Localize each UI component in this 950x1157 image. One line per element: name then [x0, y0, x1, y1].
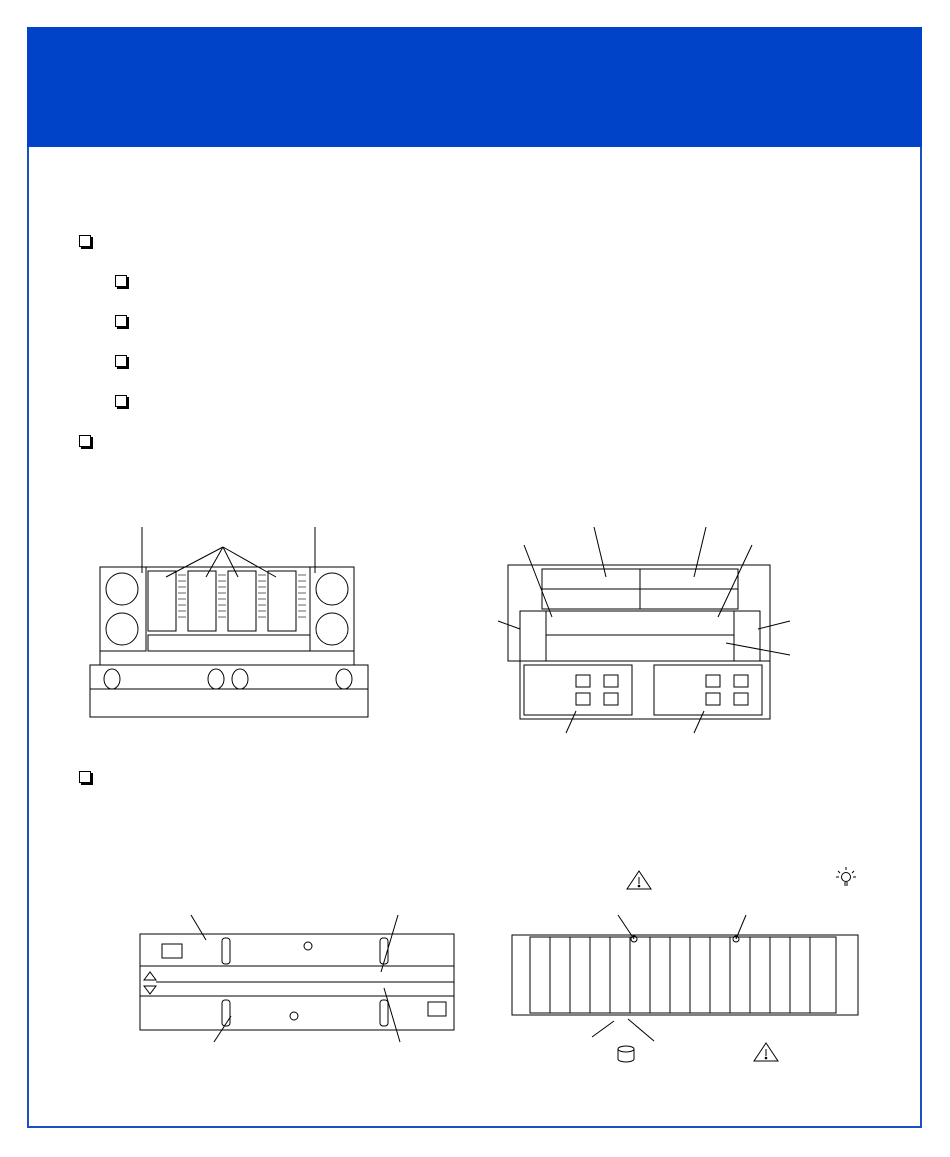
figure-fan-tray — [78, 525, 380, 725]
checkbox-subitem-1[interactable] — [115, 275, 127, 287]
checkbox-subitem-3[interactable] — [115, 355, 127, 367]
checkbox-item-2[interactable] — [79, 435, 91, 447]
checkbox-item-1[interactable] — [79, 235, 91, 247]
checkbox-subitem-2[interactable] — [115, 315, 127, 327]
checkbox-subitem-4[interactable] — [115, 395, 127, 407]
disk-icon — [618, 1046, 634, 1062]
lightbulb-icon — [836, 867, 856, 885]
caution-triangle-icon — [754, 1043, 778, 1061]
checkbox-item-3[interactable] — [79, 771, 91, 783]
header-band — [27, 27, 922, 147]
figure-controller-tray — [136, 910, 458, 1045]
figure-controller-rear — [494, 525, 794, 735]
caution-triangle-icon — [627, 871, 651, 889]
figure-disk-enclosure — [508, 865, 862, 1071]
